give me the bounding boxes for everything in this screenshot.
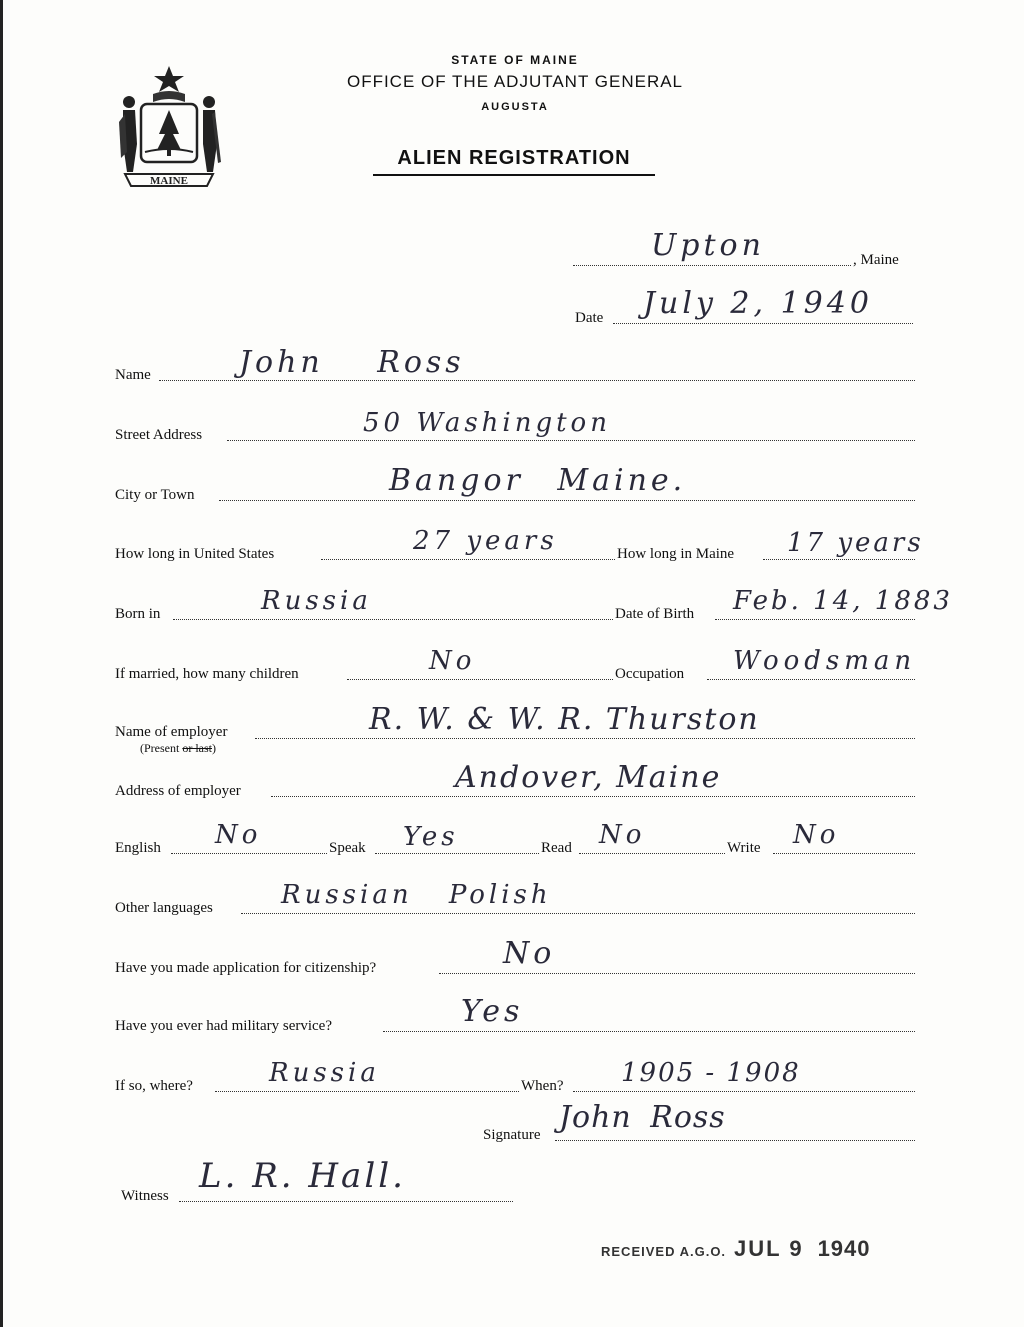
city-value: Bangor Maine. bbox=[389, 463, 687, 498]
city-line bbox=[219, 500, 915, 501]
date-value: July 2, 1940 bbox=[643, 286, 873, 321]
citizenship-value: No bbox=[503, 936, 556, 971]
born-label: Born in bbox=[115, 606, 161, 622]
employer-label: Name of employer bbox=[115, 724, 228, 740]
signature-label: Signature bbox=[483, 1127, 541, 1143]
us-line bbox=[321, 559, 615, 560]
stamp-year: 1940 bbox=[817, 1236, 871, 1261]
children-value: No bbox=[429, 646, 476, 676]
languages-line bbox=[241, 913, 915, 914]
date-line bbox=[613, 323, 913, 324]
read-label: Read bbox=[541, 840, 572, 856]
occupation-line bbox=[707, 679, 915, 680]
witness-line bbox=[179, 1201, 513, 1202]
us-label: How long in United States bbox=[115, 546, 275, 562]
citizenship-label: Have you made application for citizenship? bbox=[115, 960, 377, 976]
street-label: Street Address bbox=[115, 427, 203, 443]
write-label: Write bbox=[727, 840, 761, 856]
citizenship-line bbox=[439, 973, 915, 974]
date-label: Date bbox=[575, 310, 604, 326]
speak-line bbox=[375, 853, 539, 854]
employer-sub-close: ) bbox=[212, 741, 216, 755]
city-label: City or Town bbox=[115, 487, 195, 503]
name-value: John Ross bbox=[239, 345, 465, 380]
signature-line bbox=[555, 1140, 915, 1141]
english-value: No bbox=[215, 820, 262, 850]
name-line bbox=[159, 380, 915, 381]
employer-sub bbox=[140, 741, 216, 756]
street-value: 50 Washington bbox=[363, 408, 611, 438]
dob-value: Feb. 14, 1883 bbox=[733, 586, 953, 616]
employer-line bbox=[255, 738, 915, 739]
signature-value: John Ross bbox=[559, 1100, 726, 1135]
languages-value: Russian Polish bbox=[281, 880, 552, 910]
seal-text: MAINE bbox=[150, 175, 188, 187]
place-suffix: , Maine bbox=[853, 252, 899, 268]
employer-sub-present: (Present bbox=[140, 741, 183, 755]
form-title: ALIEN REGISTRATION bbox=[373, 147, 655, 176]
write-value: No bbox=[793, 820, 840, 850]
name-label: Name bbox=[115, 367, 151, 383]
maine-label: How long in Maine bbox=[617, 546, 735, 562]
where-line bbox=[215, 1091, 519, 1092]
military-label: Have you ever had military service? bbox=[115, 1018, 332, 1034]
born-value: Russia bbox=[261, 586, 372, 616]
military-value: Yes bbox=[461, 994, 524, 1029]
speak-label: Speak bbox=[329, 840, 366, 856]
dob-line bbox=[715, 619, 915, 620]
when-line bbox=[573, 1091, 915, 1092]
employer-value: R. W. & W. R. Thurston bbox=[369, 702, 760, 737]
stamp-prefix: RECEIVED A.G.O. bbox=[601, 1244, 727, 1259]
children-label: If married, how many children bbox=[115, 666, 299, 682]
maine-line bbox=[763, 559, 915, 560]
place-value: Upton bbox=[651, 228, 765, 263]
place-line bbox=[573, 265, 851, 266]
children-line bbox=[347, 679, 613, 680]
english-label: English bbox=[115, 840, 161, 856]
maine-value: 17 years bbox=[787, 528, 924, 558]
employer-address-label: Address of employer bbox=[115, 783, 241, 799]
stamp-date: JUL 9 bbox=[734, 1236, 804, 1261]
header-city: AUGUSTA bbox=[481, 101, 549, 113]
header-state: STATE OF MAINE bbox=[451, 53, 579, 67]
where-value: Russia bbox=[269, 1058, 380, 1088]
where-label: If so, where? bbox=[115, 1078, 193, 1094]
english-line bbox=[171, 853, 327, 854]
born-line bbox=[173, 619, 613, 620]
witness-value: L. R. Hall. bbox=[199, 1156, 406, 1196]
employer-address-value: Andover, Maine bbox=[455, 760, 722, 795]
languages-label: Other languages bbox=[115, 900, 213, 916]
us-value: 27 years bbox=[413, 526, 558, 556]
speak-value: Yes bbox=[403, 822, 459, 852]
military-line bbox=[383, 1031, 915, 1032]
employer-address-line bbox=[271, 796, 915, 797]
occupation-label: Occupation bbox=[615, 666, 685, 682]
occupation-value: Woodsman bbox=[733, 646, 917, 676]
employer-sub-or-last: or last bbox=[182, 741, 212, 755]
header-office: OFFICE OF THE ADJUTANT GENERAL bbox=[346, 72, 684, 91]
received-stamp bbox=[601, 1236, 871, 1262]
write-line bbox=[773, 853, 915, 854]
dob-label: Date of Birth bbox=[615, 606, 695, 622]
maine-state-seal bbox=[115, 62, 223, 190]
witness-label: Witness bbox=[121, 1188, 169, 1204]
when-label: When? bbox=[521, 1078, 564, 1094]
when-value: 1905 - 1908 bbox=[621, 1058, 801, 1088]
street-line bbox=[227, 440, 915, 441]
read-value: No bbox=[599, 820, 646, 850]
read-line bbox=[579, 853, 725, 854]
